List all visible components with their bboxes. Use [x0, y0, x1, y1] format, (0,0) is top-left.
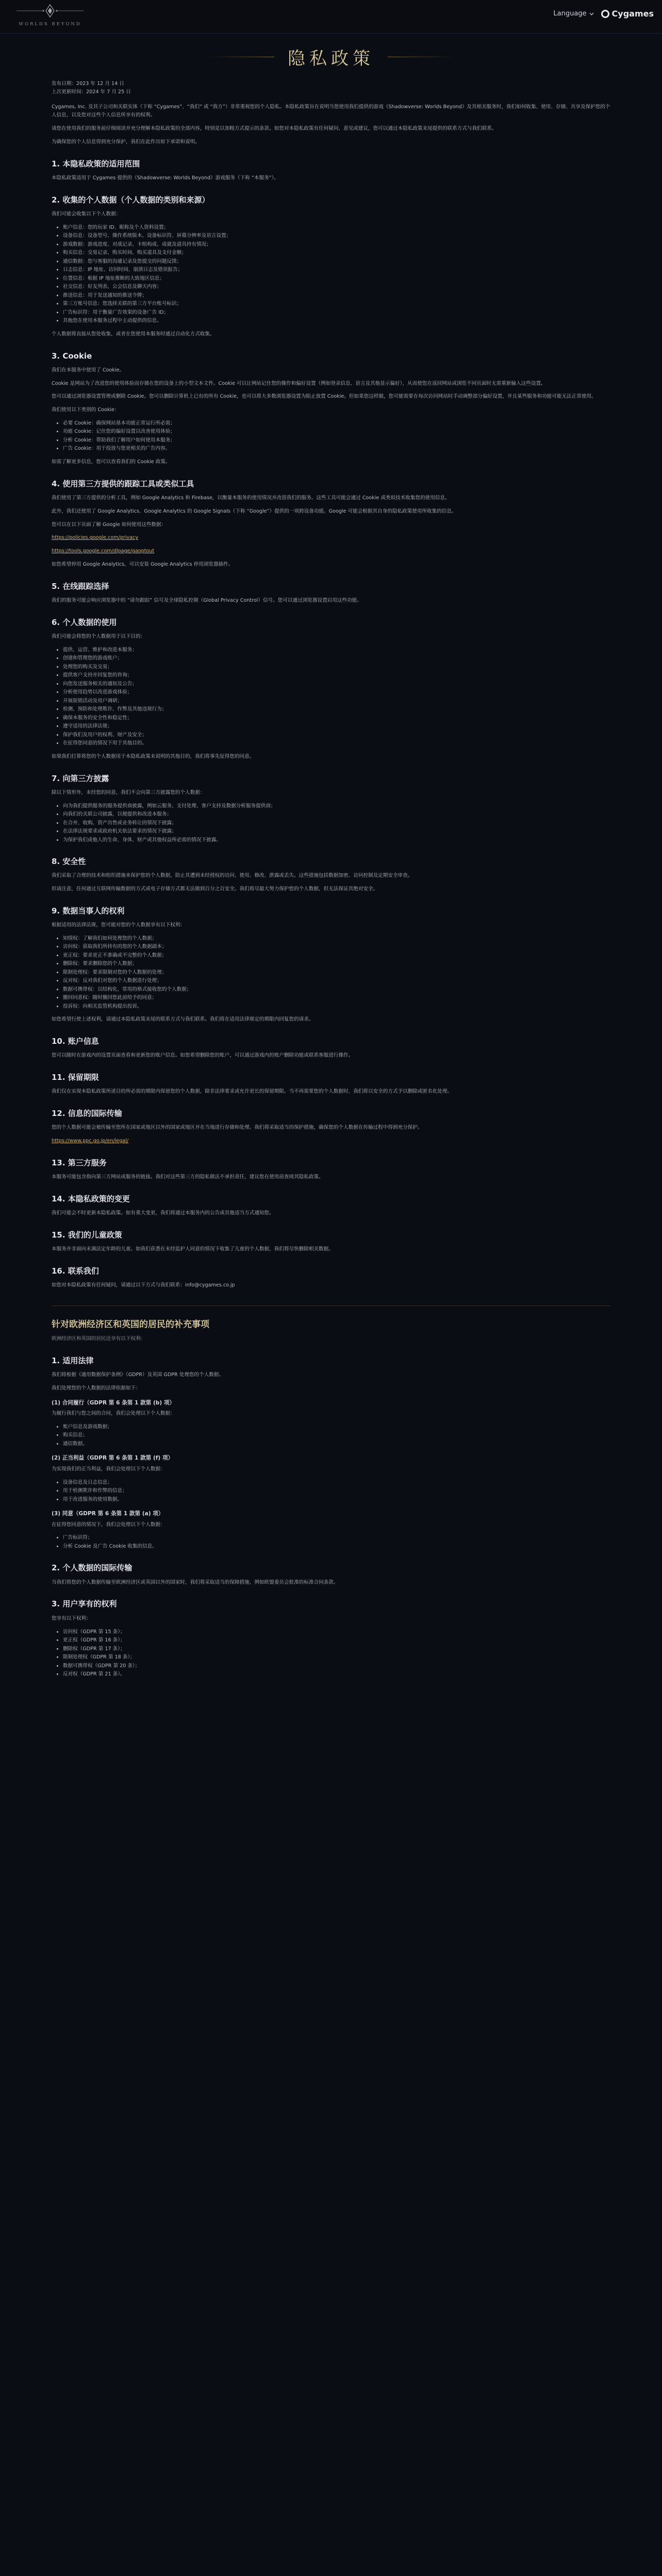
list-item: • 分析 Cookie 及广告 Cookie 收集的信息。: [63, 1543, 610, 1551]
section-paragraph: 根据适用的法律法规，您可能对您的个人数据享有以下权利：: [52, 922, 186, 928]
policy-sections: [52, 157, 610, 1290]
link-row: [52, 547, 610, 556]
section-paragraph: 如需了解更多信息，您可以查看我们的 Cookie 政策。: [52, 459, 171, 465]
bullet-list: [52, 1423, 610, 1449]
logo-text: WORLDS BEYOND: [19, 22, 81, 27]
section-paragraph: 您可以在以下页面了解 Google 如何使用这些数据：: [52, 521, 167, 528]
list-item: • 设备信息：设备型号、操作系统版本、设备标识符、屏幕分辨率及语言设置；: [63, 232, 610, 241]
section-paragraph: 您享有以下权利：: [52, 1615, 91, 1621]
list-item: • 推送信息：用于发送通知的推送令牌；: [63, 292, 610, 300]
subsection-heading: (3) 同意（GDPR 第 6 条第 1 款第 (a) 项）: [52, 1511, 164, 1517]
section-paragraph: 您可以随时在游戏内的设置页面查看和更新您的账户信息。如您希望删除您的账户，可以通过游戏内的账户删除功能或联系客服进行操作。: [52, 1053, 354, 1059]
list-item: • 向为我们提供服务的服务提供商披露，例如云服务、支付处理、客户支持及数据分析服务提供商；: [63, 802, 610, 811]
policy-content: [52, 80, 610, 1679]
list-item: • 反对权（GDPR 第 21 条）。: [63, 1670, 610, 1679]
section-heading: 2. 收集的个人数据（个人数据的类别和来源）: [52, 195, 210, 205]
list-item: • 提供、运营、维护和改进本服务；: [63, 646, 610, 655]
list-item: • 保护我们及用户的权利、财产及安全；: [63, 731, 610, 740]
list-item: • 购买信息；: [63, 1431, 610, 1440]
section-heading: 12. 信息的国际传输: [52, 1109, 122, 1118]
list-item: • 向您发送服务相关的通知及公告；: [63, 680, 610, 689]
section-paragraph: 如您希望停用 Google Analytics，可以安装 Google Analytics 停用浏览器插件。: [52, 561, 234, 567]
appendix-subtitle: 欧洲经济区和英国的居民还享有以下权利：: [52, 1335, 146, 1342]
section-paragraph: 如您对本隐私政策有任何疑问，请通过以下方式与我们联系：info@cygames.co.jp: [52, 1282, 235, 1289]
section-paragraph: 我们的服务可能会响应浏览器中的 “请勿跟踪” 信号及全球隐私控制（Global Privacy Control）信号。您可以通过浏览器设置启用这些功能。: [52, 597, 362, 603]
section-paragraph: 我们在本服务中使用了 Cookie。: [52, 367, 125, 373]
external-link[interactable]: https://www.ppc.go.jp/en/legal/: [52, 1138, 129, 1144]
list-item: • 社交信息：好友列表、公会信息及聊天内容；: [63, 283, 610, 292]
list-item: • 更正权：要求更正不准确或不完整的个人数据；: [63, 952, 610, 960]
section-paragraph: 我们可能会收集以下个人数据：: [52, 211, 121, 217]
list-item: • 通信数据：您与客服的沟通记录及您提交的问题反馈；: [63, 258, 610, 266]
section-heading: 14. 本隐私政策的变更: [52, 1194, 130, 1204]
list-item: • 在征得您同意的情况下用于其他目的。: [63, 739, 610, 748]
section-paragraph: 如您希望行使上述权利，请通过本隐私政策末尾的联系方式与我们联系。我们将在适用法律规定的期限内回复您的请求。: [52, 1016, 314, 1023]
section-heading: 8. 安全性: [52, 857, 86, 867]
list-item: • 知情权：了解我们如何处理您的个人数据；: [63, 935, 610, 943]
section-paragraph: 我们将根据《通用数据保护条例》（GDPR）及英国 GDPR 处理您的个人数据。: [52, 1371, 224, 1378]
cygames-logo-icon: [601, 10, 609, 18]
intro-paragraph: 请您在使用我们的服务前仔细阅读并充分理解本隐私政策的全部内容，特别是以加粗方式提示的条款。如您对本隐私政策有任何疑问、意见或建议，您可以通过本隐私政策末尾提供的联系方式与我们联系。: [52, 126, 497, 132]
section-paragraph: 除以下情形外，未经您的同意，我们不会向第三方披露您的个人数据：: [52, 789, 205, 795]
section-paragraph: 本隐私政策适用于 Cygames 提供的《Shadowverse: Worlds Beyond》游戏服务（下称 “本服务”）。: [52, 175, 279, 181]
list-item: • 更正权（GDPR 第 16 条）；: [63, 1636, 610, 1645]
list-item: • 检测、预防和处理欺诈、作弊及其他违规行为；: [63, 705, 610, 714]
section-heading: 5. 在线跟踪选择: [52, 581, 109, 591]
subsection-heading: (2) 正当利益（GDPR 第 6 条第 1 款第 (f) 项）: [52, 1455, 174, 1462]
section-heading: 7. 向第三方披露: [52, 773, 109, 783]
subsection-paragraph: 为履行我们与您之间的合同，我们会处理以下个人数据：: [52, 1411, 175, 1417]
list-item: • 功能 Cookie：记住您的偏好设置以改善使用体验；: [63, 428, 610, 436]
section-heading: 2. 个人数据的国际传输: [52, 1563, 133, 1573]
bullet-list: [52, 802, 610, 845]
game-logo[interactable]: [11, 3, 89, 30]
list-item: • 广告标识符；: [63, 1534, 610, 1543]
bullet-list: [52, 224, 610, 326]
section-paragraph: 当我们将您的个人数据传输至欧洲经济区或英国以外的国家时，我们将采取适当的保障措施，例如欧盟委员会批准的标准合同条款。: [52, 1579, 339, 1585]
intro-paragraph: 为确保您的个人信息得到充分保护，我们在此作出如下承诺和说明。: [52, 139, 200, 145]
section-heading: 13. 第三方服务: [52, 1158, 107, 1168]
section-heading: 15. 我们的儿童政策: [52, 1230, 122, 1240]
section-paragraph: 此外，我们还使用了 Google Analytics、Google Analytics 的 Google Signals（下称 “Google”）提供的一项跨设备功能。Google 可能会根据其自身的隐私政策使用所收集的信息。: [52, 508, 457, 514]
policy-dates: [52, 80, 610, 97]
intro-paragraph: Cygames, Inc. 及其子公司和关联实体（下称 “Cygames”、“我们” 或 “我方”）非常重视您的个人隐私。本隐私政策旨在说明当您使用我们提供的游戏《Shadowverse: Worlds Beyond》及其相关服务时，我们如何收集、使用、存储、共享及保护您的个人信息，以及您对这些个人信息所享有的权利。: [52, 104, 610, 118]
section-paragraph: 您的个人数据可能会被传输至您所在国家或地区以外的国家或地区并在当地进行存储和处理。我们将采取适当的保护措施，确保您的个人数据在传输过程中得到充分保护。: [52, 1125, 423, 1131]
list-item: • 设备信息及日志信息；: [63, 1479, 610, 1487]
section-heading: 10. 账户信息: [52, 1037, 99, 1046]
list-item: • 访问权：获取我们所持有的您的个人数据副本；: [63, 943, 610, 952]
list-item: • 处理您的购买及交易；: [63, 663, 610, 672]
page-title: 隐私政策: [288, 48, 374, 69]
section-paragraph: 我们使用了第三方提供的分析工具，例如 Google Analytics 和 Firebase，以衡量本服务的使用情况并改进我们的服务。这些工具可能会通过 Cookie 或类似技术收集您的使用信息。: [52, 495, 450, 501]
list-item: • 撤回同意权：随时撤回您此前给予的同意；: [63, 994, 610, 1003]
section-paragraph: Cookie 是网站为了改进您的使用体验而存储在您的设备上的小型文本文件。Cookie 可以让网站记住您的操作和偏好设置（例如登录信息、语言及其他显示偏好），从而使您在返回网站或浏览不同页面时无需重新输入这些设置。: [52, 380, 546, 386]
section-paragraph: 本服务并非面向未满法定年龄的儿童。如我们获悉在未经监护人同意的情况下收集了儿童的个人数据，我们将尽快删除相关数据。: [52, 1246, 334, 1252]
section-paragraph: 本服务可能包含指向第三方网站或服务的链接。我们对这些第三方的隐私做法不承担责任，建议您在使用前查阅其隐私政策。: [52, 1174, 324, 1180]
list-item: • 删除权：要求删除您的个人数据；: [63, 960, 610, 969]
list-item: • 开展促销活动及用户调研；: [63, 697, 610, 706]
external-link[interactable]: https://policies.google.com/privacy: [52, 535, 139, 541]
published-date: 发布日期：2023 年 12 月 14 日: [52, 81, 124, 87]
list-item: • 必要 Cookie：确保网站基本功能正常运行所必需；: [63, 419, 610, 428]
section-heading: 9. 数据当事人的权利: [52, 906, 125, 916]
subsection-heading: (1) 合同履行（GDPR 第 6 条第 1 款第 (b) 项）: [52, 1399, 175, 1406]
list-item: • 其他您在使用本服务过程中主动提供的信息。: [63, 317, 610, 326]
list-item: • 用于改进服务的使用数据。: [63, 1496, 610, 1504]
bullet-list: [52, 419, 610, 453]
list-item: • 遵守适用的法律法规；: [63, 722, 610, 731]
section-paragraph: 我们仅在实现本隐私政策所述目的所必需的期限内保留您的个人数据，除非法律要求或允许更长的保留期限。当不再需要您的个人数据时，我们将以安全的方式予以删除或匿名化处理。: [52, 1089, 453, 1095]
bullet-list: [52, 1628, 610, 1679]
chevron-down-icon: [589, 12, 594, 15]
list-item: • 分析使用趋势以改进游戏体验；: [63, 688, 610, 697]
list-item: • 限制处理权（GDPR 第 18 条）；: [63, 1653, 610, 1662]
list-item: • 日志信息：IP 地址、访问时间、崩溃日志及错误报告；: [63, 266, 610, 275]
list-item: • 用于检测欺诈和作弊的信息；: [63, 1487, 610, 1496]
bullet-list: [52, 646, 610, 748]
updated-date: 上次更新时间：2024 年 7 月 25 日: [52, 89, 131, 95]
language-label: Language: [553, 10, 587, 18]
subsection-paragraph: 为实现我们的正当利益，我们会处理以下个人数据：: [52, 1466, 166, 1472]
bullet-list: [52, 1479, 610, 1504]
list-item: • 第三方账号信息：您选择关联的第三方平台账号标识；: [63, 300, 610, 309]
list-item: • 投诉权：向相关监管机构提出投诉。: [63, 1003, 610, 1011]
list-item: • 位置信息：根据 IP 地址推断的大致地区信息；: [63, 275, 610, 283]
section-paragraph: 但请注意，任何通过互联网传输数据的方式或电子存储方式都无法做到百分之百安全。我们将尽最大努力保护您的个人数据，但无法保证其绝对安全。: [52, 886, 378, 892]
list-item: • 广告 Cookie：用于投放与您更相关的广告内容。: [63, 445, 610, 453]
section-heading: 4. 使用第三方提供的跟踪工具或类似工具: [52, 479, 194, 488]
external-link[interactable]: https://tools.google.com/dlpage/gaoptout: [52, 548, 155, 554]
list-item: • 确保本服务的安全性和稳定性；: [63, 714, 610, 723]
list-item: • 在合并、收购、资产出售或业务转让的情况下披露；: [63, 819, 610, 828]
list-item: • 账户信息：您的玩家 ID、昵称及个人资料设置；: [63, 224, 610, 232]
language-selector[interactable]: [553, 10, 593, 18]
list-item: • 在法律法规要求或政府机关依法要求的情况下披露；: [63, 827, 610, 836]
subsection-paragraph: 在征得您同意的情况下，我们会处理以下个人数据：: [52, 1521, 166, 1528]
appendix-sections: [52, 1354, 610, 1679]
list-item: • 购买信息：交易记录、购买时间、购买道具及支付金额；: [63, 249, 610, 258]
list-item: • 分析 Cookie：帮助我们了解用户如何使用本服务；: [63, 436, 610, 445]
list-item: • 游戏数据：游戏进度、对战记录、卡组构成、成就及道具持有情况；: [63, 241, 610, 249]
list-item: • 数据可携带权（GDPR 第 20 条）；: [63, 1662, 610, 1671]
section-paragraph: 我们使用以下类别的 Cookie：: [52, 407, 120, 413]
section-heading: 16. 联系我们: [52, 1266, 99, 1276]
bullet-list: [52, 935, 610, 1011]
brand-link[interactable]: [601, 9, 654, 19]
title-area: [0, 33, 662, 80]
section-paragraph: 个人数据将直接从您处收集，或者在您使用本服务时通过自动化方式收集。: [52, 331, 215, 337]
list-item: • 数据可携带权：以结构化、常用的格式接收您的个人数据；: [63, 986, 610, 994]
section-paragraph: 我们可能会不时更新本隐私政策。如有重大变更，我们将通过本服务内的公告或其他适当方式通知您。: [52, 1210, 274, 1216]
intro: [52, 103, 610, 147]
appendix-title: 针对欧洲经济区和英国的居民的补充事项: [52, 1319, 209, 1330]
section-heading: 6. 个人数据的使用: [52, 617, 117, 627]
section-paragraph: 您可以通过浏览器设置管理或删除 Cookie。您可以删除计算机上已有的所有 Cookie，也可以将大多数浏览器设置为阻止放置 Cookie。但如果您这样做，您可能需要在每次访问网站时手动调整部分偏好设置，并且某些服务和功能可能无法正常使用。: [52, 394, 597, 400]
list-item: • 向我们的关联公司披露，以便提供和改进本服务；: [63, 810, 610, 819]
list-item: • 为保护我们或他人的生命、身体、财产或其他权益所必需的情况下披露。: [63, 836, 610, 845]
list-item: • 限制处理权：要求限制对您的个人数据的处理；: [63, 969, 610, 977]
brand-name: Cygames: [611, 9, 654, 19]
link-row: [52, 534, 610, 543]
list-item: • 账户信息及游戏数据；: [63, 1423, 610, 1432]
top-bar: [0, 0, 662, 33]
section-paragraph: 我们采取了合理的技术和组织措施来保护您的个人数据，防止其遭到未经授权的访问、使用、修改、泄露或丢失。这些措施包括数据加密、访问控制及定期安全审查。: [52, 873, 413, 879]
list-item: • 提供客户支持并回复您的咨询；: [63, 671, 610, 680]
link-row: [52, 1137, 610, 1146]
list-item: • 广告标识符：用于衡量广告效果的设备广告 ID；: [63, 309, 610, 317]
logo-emblem-icon: [11, 3, 89, 19]
section-heading: 1. 适用法律: [52, 1355, 94, 1365]
section-paragraph: 我们可能会将您的个人数据用于以下目的：: [52, 633, 146, 639]
list-item: • 反对权：反对我们对您的个人数据进行处理；: [63, 977, 610, 986]
list-item: • 通信数据。: [63, 1440, 610, 1449]
list-item: • 创建和管理您的游戏账户；: [63, 654, 610, 663]
section-paragraph: 我们处理您的个人数据的法律依据如下：: [52, 1385, 141, 1391]
list-item: • 删除权（GDPR 第 17 条）；: [63, 1645, 610, 1654]
bullet-list: [52, 1534, 610, 1551]
section-heading: 3. 用户享有的权利: [52, 1599, 117, 1609]
list-item: • 访问权（GDPR 第 15 条）；: [63, 1628, 610, 1637]
section-heading: 1. 本隐私政策的适用范围: [52, 159, 140, 168]
section-paragraph: 如果我们打算将您的个人数据用于本隐私政策未说明的其他目的，我们将事先征得您的同意。: [52, 753, 255, 759]
section-heading: 3. Cookie: [52, 351, 92, 361]
section-heading: 11. 保留期限: [52, 1073, 99, 1082]
